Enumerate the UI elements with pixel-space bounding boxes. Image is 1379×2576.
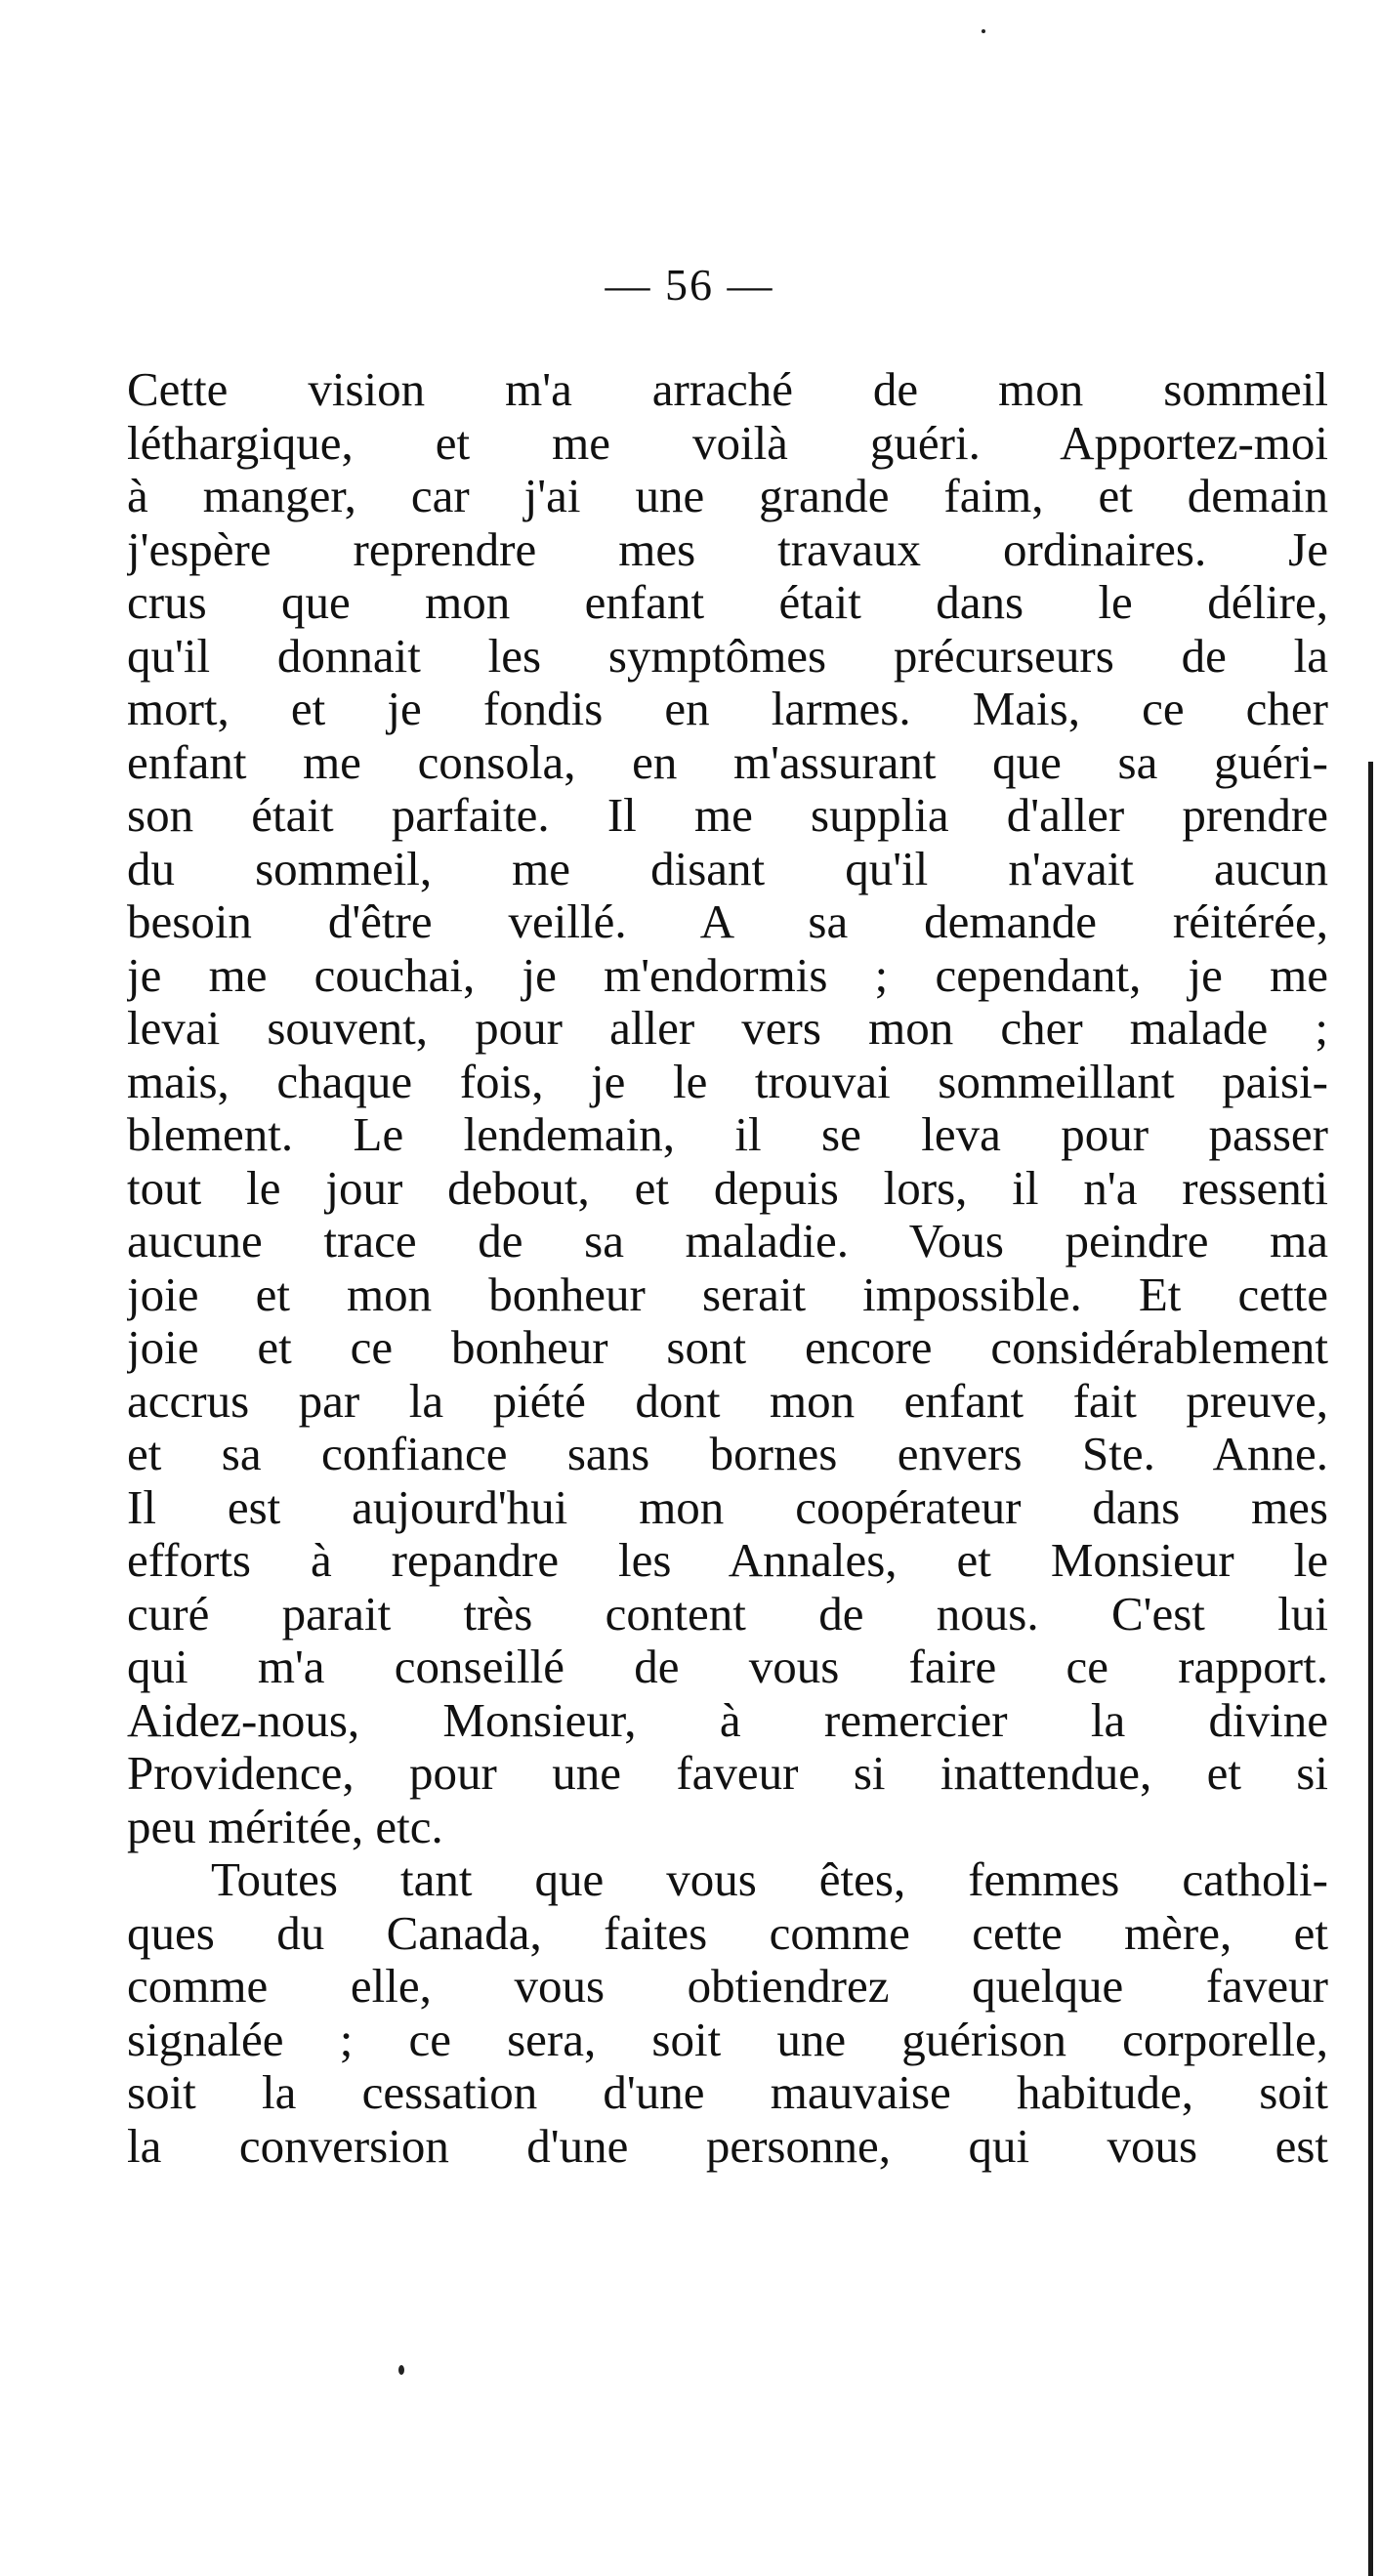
body-text xyxy=(127,363,1328,2173)
text-line: du sommeil, me disant qu'il n'avait aucun xyxy=(127,842,1328,895)
text-line: blement. Le lendemain, il se leva pour passer xyxy=(127,1108,1328,1161)
text-line: ques du Canada, faites comme cette mère, et xyxy=(127,1906,1328,1960)
text-line: je me couchai, je m'endormis ; cependant, je me xyxy=(127,948,1328,1002)
text-line: Il est aujourd'hui mon coopérateur dans mes xyxy=(127,1480,1328,1534)
text-line: peu méritée, etc. xyxy=(127,1800,443,1853)
page-edge-line xyxy=(1368,762,1373,2576)
text-line: accrus par la piété dont mon enfant fait preuve, xyxy=(127,1374,1328,1428)
text-line: tout le jour debout, et depuis lors, il n'a ressenti xyxy=(127,1161,1328,1215)
text-line: Cette vision m'a arraché de mon sommeil xyxy=(127,363,1328,416)
text-line: mais, chaque fois, je le trouvai sommeillant paisi- xyxy=(127,1055,1328,1108)
text-line: signalée ; ce sera, soit une guérison corporelle, xyxy=(127,2013,1328,2066)
ink-speck xyxy=(398,2365,404,2375)
text-line: efforts à repandre les Annales, et Monsieur le xyxy=(127,1534,1328,1587)
text-line: crus que mon enfant était dans le délire, xyxy=(127,576,1328,629)
text-line: Aidez-nous, Monsieur, à remercier la divine xyxy=(127,1693,1328,1747)
text-line: comme elle, vous obtiendrez quelque faveur xyxy=(127,1960,1328,2013)
text-line: léthargique, et me voilà guéri. Apportez-moi xyxy=(127,416,1328,470)
text-line: soit la cessation d'une mauvaise habitude, soit xyxy=(127,2066,1328,2119)
text-line: besoin d'être veillé. A sa demande réitérée, xyxy=(127,895,1328,948)
text-line: j'espère reprendre mes travaux ordinaires. Je xyxy=(127,522,1328,576)
paragraph-first-line: Toutes tant que vous êtes, femmes catholi- xyxy=(211,1853,1328,1906)
ink-speck xyxy=(982,29,985,33)
text-line: Providence, pour une faveur si inattendue, et si xyxy=(127,1747,1328,1800)
page-number: — 56 — xyxy=(605,260,774,310)
text-line: enfant me consola, en m'assurant que sa guéri- xyxy=(127,735,1328,789)
text-line: qui m'a conseillé de vous faire ce rapport. xyxy=(127,1641,1328,1693)
text-line: aucune trace de sa maladie. Vous peindre ma xyxy=(127,1215,1328,1267)
text-line: et sa confiance sans bornes envers Ste. Anne. xyxy=(127,1428,1328,1480)
text-line: joie et ce bonheur sont encore considérablement xyxy=(127,1321,1328,1374)
text-line: levai souvent, pour aller vers mon cher malade ; xyxy=(127,1002,1328,1055)
text-line: son était parfaite. Il me supplia d'aller prendre xyxy=(127,789,1328,842)
text-line: mort, et je fondis en larmes. Mais, ce cher xyxy=(127,683,1328,735)
text-line: la conversion d'une personne, qui vous est xyxy=(127,2119,1328,2173)
text-line: à manger, car j'ai une grande faim, et demain xyxy=(127,470,1328,522)
text-line: joie et mon bonheur serait impossible. Et cette xyxy=(127,1267,1328,1321)
text-line: qu'il donnait les symptômes précurseurs de la xyxy=(127,629,1328,683)
text-line: curé parait très content de nous. C'est lui xyxy=(127,1587,1328,1641)
